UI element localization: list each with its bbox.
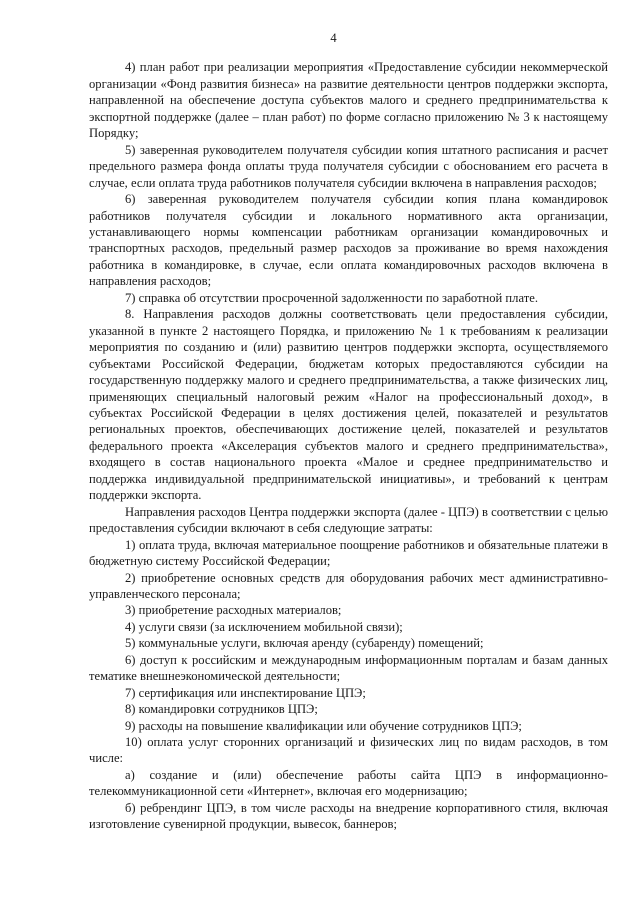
page-number: 4 <box>330 31 337 45</box>
expense-subitem-a: а) создание и (или) обеспечение работы сайта ЦПЭ в информационно-телекоммуникационной сети «Интернет», включая его модернизацию; <box>89 767 608 799</box>
expense-item-2: 2) приобретение основных средств для оборудования рабочих мест административно-управленческого персонала; <box>89 570 608 601</box>
expense-item-6: 6) доступ к российским и международным информационным порталам и базам данных тематике внешнеэкономической деятельности; <box>89 652 608 684</box>
item-4-work-plan: 4) план работ при реализации мероприятия «Предоставление субсидии некоммерческой организации «Фонд развития бизнеса» на развитие деятельности центров поддержки экспорта, направленной на обеспечение доступа субъектов малого и среднего предпринимательства к экспортной поддержке (далее – план работ) по форме согласно приложению № 3 к настоящему Порядку; <box>89 60 608 141</box>
clause-8-expense-directions: 8. Направления расходов должны соответствовать цели предоставления субсидии, указанной в пункте 2 настоящего Порядка, и приложению № 1 к требованиям к реализации мероприятия по созданию и (или) развитию центров поддержки экспорта, осуществляемого субъектами Российской Федерации, бюджетам которых предоставляются субсидии на государственную поддержку малого и среднего предпринимательства, а также физических лиц, применяющих специальный налоговый режим «Налог на профессиональный доход», в субъектах Российской Федерации в целях достижения целей, показателей и результатов региональных проектов, обеспечивающих достижение целей, показателей и результатов федерального проекта «Акселерация субъектов малого и среднего предпринимательства», входящего в состав национального проекта «Малое и среднее предпринимательство и поддержка индивидуальной предпринимательской инициативы», и требований к центрам поддержки экспорта. <box>89 307 608 503</box>
expense-item-10: 10) оплата услуг сторонних организаций и физических лиц по видам расходов, в том числе: <box>89 735 608 766</box>
expense-item-4: 4) услуги связи (за исключением мобильной связи); <box>125 619 403 634</box>
expense-item-1: 1) оплата труда, включая материальное поощрение работников и обязательные платежи в бюджетную систему Российской Федерации; <box>89 537 608 569</box>
expense-item-7: 7) сертификация или инспектирование ЦПЭ; <box>125 685 366 700</box>
cpe-expense-directions-intro: Направления расходов Центра поддержки экспорта (далее - ЦПЭ) в соответствии с целью предоставления субсидии включают в себя следующие затраты: <box>89 504 608 536</box>
expense-item-3: 3) приобретение расходных материалов; <box>125 603 342 618</box>
expense-item-5: 5) коммунальные услуги, включая аренду (субаренду) помещений; <box>125 636 484 651</box>
expense-item-8: 8) командировки сотрудников ЦПЭ; <box>125 702 318 717</box>
expense-item-9: 9) расходы на повышение квалификации или обучение сотрудников ЦПЭ; <box>125 718 522 733</box>
item-7-salary-debt-certificate: 7) справка об отсутствии просроченной задолженности по заработной плате. <box>125 290 538 305</box>
item-6-business-trips-plan: 6) заверенная руководителем получателя субсидии копия плана командировок работников получателя субсидии и локального нормативного акта организации, устанавливающего нормы компенсации работникам организации командировочных и транспортных расходов, предельный размер расходов за проживание во время нахождения работника в командировке, в случае, если оплата командировочных расходов включена в направления расходов; <box>89 192 608 289</box>
expense-subitem-b: б) ребрендинг ЦПЭ, в том числе расходы на внедрение корпоративного стиля, включая изготовление сувенирной продукции, вывесок, баннеров; <box>89 800 608 832</box>
item-5-staff-schedule: 5) заверенная руководителем получателя субсидии копия штатного расписания и расчет предельного размера фонда оплаты труда получателя субсидии с обоснованием его расчета в случае, если оплата труда работников получателя субсидии включена в направления расходов; <box>89 142 608 190</box>
